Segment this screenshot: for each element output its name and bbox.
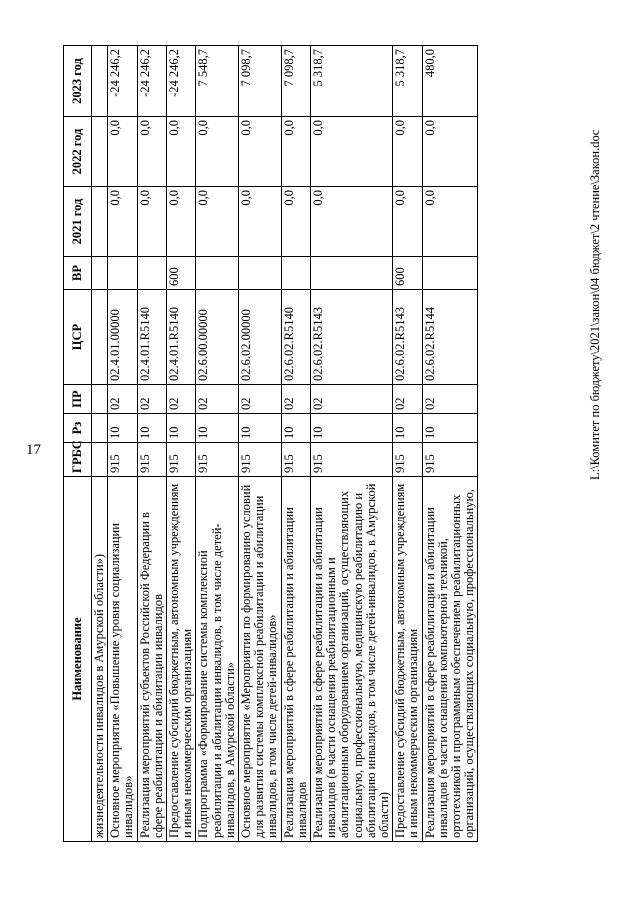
table-header-row — [64, 46, 92, 842]
cell-2022: 0,0 — [108, 117, 137, 187]
cell-2021: 0,0 — [311, 187, 393, 257]
cell-2022: 0,0 — [167, 117, 196, 187]
header-rz: Рз — [64, 414, 92, 443]
cell-vr — [137, 257, 166, 290]
cell-vr — [108, 257, 137, 290]
cell-2023: 7 548,7 — [196, 46, 239, 117]
cell-vr — [196, 257, 239, 290]
header-2021: 2021 год — [64, 187, 92, 257]
cell-csr: 02.6.02.R5143 — [393, 290, 422, 385]
table-row — [196, 46, 239, 842]
cell-2021: 0,0 — [393, 187, 422, 257]
cell-name: Реализация мероприятий в сфере реабилитации и абилитации инвалидов — [281, 477, 310, 842]
cell-grbs: 915 — [167, 443, 196, 477]
cell-csr: 02.4.01.00000 — [108, 290, 137, 385]
cell-csr: 02.4.01.R5140 — [137, 290, 166, 385]
cell-grbs: 915 — [281, 443, 310, 477]
cell-name: Основное мероприятие «Мероприятия по формированию условий для развития системы комплексной реабилитации и абилитации инвалидов, в том числе детей-инвалидов» — [239, 477, 282, 842]
cell-grbs: 915 — [239, 443, 282, 477]
header-grbs: ГРБС — [64, 443, 92, 477]
cell-2023: -24 246,2 — [108, 46, 137, 117]
table-row — [311, 46, 393, 842]
cell-rz — [92, 414, 108, 443]
cell-csr: 02.4.01.R5140 — [167, 290, 196, 385]
cell-2023: 480,0 — [422, 46, 478, 117]
cell-name: Основное мероприятие «Повышение уровня социализации инвалидов» — [108, 477, 137, 842]
cell-grbs: 915 — [393, 443, 422, 477]
page-number: 17 — [26, 442, 41, 458]
cell-2022: 0,0 — [422, 117, 478, 187]
cell-2022 — [92, 117, 108, 187]
cell-2023: -24 246,2 — [167, 46, 196, 117]
cell-rz: 10 — [239, 414, 282, 443]
cell-pr: 02 — [137, 385, 166, 414]
cell-2023: 5 318,7 — [393, 46, 422, 117]
header-name: Наименование — [64, 477, 92, 842]
cell-grbs: 915 — [311, 443, 393, 477]
table-row — [137, 46, 166, 842]
cell-vr — [239, 257, 282, 290]
cell-name: Предоставление субсидий бюджетным, автономным учреждениям и иным некоммерческим организациям — [393, 477, 422, 842]
cell-grbs — [92, 443, 108, 477]
cell-2021: 0,0 — [167, 187, 196, 257]
cell-2021 — [92, 187, 108, 257]
cell-2022: 0,0 — [137, 117, 166, 187]
cell-rz: 10 — [281, 414, 310, 443]
cell-name: Подпрограмма «Формирование системы комплексной реабилитации и абилитации инвалидов, в том числе детей-инвалидов, в Амурской области» — [196, 477, 239, 842]
cell-rz: 10 — [137, 414, 166, 443]
budget-table — [63, 45, 478, 842]
cell-vr — [311, 257, 393, 290]
cell-2022: 0,0 — [239, 117, 282, 187]
cell-vr — [422, 257, 478, 290]
cell-rz: 10 — [311, 414, 393, 443]
cell-vr — [281, 257, 310, 290]
cell-csr: 02.6.02.R5143 — [311, 290, 393, 385]
cell-2022: 0,0 — [393, 117, 422, 187]
cell-2023: 7 098,7 — [281, 46, 310, 117]
header-2022: 2022 год — [64, 117, 92, 187]
cell-name: жизнедеятельности инвалидов в Амурской области») — [92, 477, 108, 842]
cell-2021: 0,0 — [281, 187, 310, 257]
cell-2021: 0,0 — [108, 187, 137, 257]
cell-2021: 0,0 — [239, 187, 282, 257]
cell-rz: 10 — [196, 414, 239, 443]
header-2023: 2023 год — [64, 46, 92, 117]
header-vr: ВР — [64, 257, 92, 290]
cell-2021: 0,0 — [137, 187, 166, 257]
header-pr: ПР — [64, 385, 92, 414]
cell-pr: 02 — [311, 385, 393, 414]
cell-grbs: 915 — [137, 443, 166, 477]
cell-2022: 0,0 — [311, 117, 393, 187]
cell-csr: 02.6.02.R5140 — [281, 290, 310, 385]
cell-vr: 600 — [393, 257, 422, 290]
file-path-footer: L:\Комитет по бюджету\2021\закон\04 бюджет\2 чтение\Закон.doc — [588, 129, 602, 480]
rotated-content — [63, 42, 583, 842]
cell-pr: 02 — [239, 385, 282, 414]
header-csr: ЦСР — [64, 290, 92, 385]
table-row — [92, 46, 108, 842]
cell-pr: 02 — [167, 385, 196, 414]
cell-grbs: 915 — [108, 443, 137, 477]
table-row — [239, 46, 282, 842]
cell-rz: 10 — [167, 414, 196, 443]
cell-grbs: 915 — [196, 443, 239, 477]
cell-name: Реализация мероприятий в сфере реабилитации и абилитации инвалидов (в части оснащения реабилитационным и абилитационным оборудованием организаций, осуществляющих социальную, профессиональную, медицинскую реабилитацию и абилитацию инвалидов, в том числе детей-инвалидов, в Амурской области) — [311, 477, 393, 842]
cell-name: Предоставление субсидий бюджетным, автономным учреждениям и иным некоммерческим организациям — [167, 477, 196, 842]
cell-pr: 02 — [281, 385, 310, 414]
cell-pr: 02 — [393, 385, 422, 414]
cell-pr: 02 — [196, 385, 239, 414]
table-row — [422, 46, 478, 842]
cell-2023: 5 318,7 — [311, 46, 393, 117]
cell-rz: 10 — [422, 414, 478, 443]
cell-2023: 7 098,7 — [239, 46, 282, 117]
cell-2021: 0,0 — [422, 187, 478, 257]
cell-2022: 0,0 — [281, 117, 310, 187]
cell-vr — [92, 257, 108, 290]
cell-pr: 02 — [422, 385, 478, 414]
cell-pr: 02 — [108, 385, 137, 414]
cell-pr — [92, 385, 108, 414]
cell-2021: 0,0 — [196, 187, 239, 257]
table-row — [281, 46, 310, 842]
cell-2022: 0,0 — [196, 117, 239, 187]
cell-vr: 600 — [167, 257, 196, 290]
cell-grbs: 915 — [422, 443, 478, 477]
cell-csr — [92, 290, 108, 385]
table-row — [167, 46, 196, 842]
cell-name: Реализация мероприятий субъектов Российской Федерации в сфере реабилитации и абилитации инвалидов — [137, 477, 166, 842]
table-row — [393, 46, 422, 842]
cell-rz: 10 — [108, 414, 137, 443]
table-row — [108, 46, 137, 842]
cell-2023: -24 246,2 — [137, 46, 166, 117]
cell-rz: 10 — [393, 414, 422, 443]
cell-name: Реализация мероприятий в сфере реабилитации и абилитации инвалидов (в части оснащения компьютерной техникой, ортотехникой и программным обеспечением реабилитационных организаций, осуществляющих социальную, профессиональную, — [422, 477, 478, 842]
cell-csr: 02.6.02.R5144 — [422, 290, 478, 385]
cell-csr: 02.6.00.00000 — [196, 290, 239, 385]
cell-2023 — [92, 46, 108, 117]
cell-csr: 02.6.02.00000 — [239, 290, 282, 385]
